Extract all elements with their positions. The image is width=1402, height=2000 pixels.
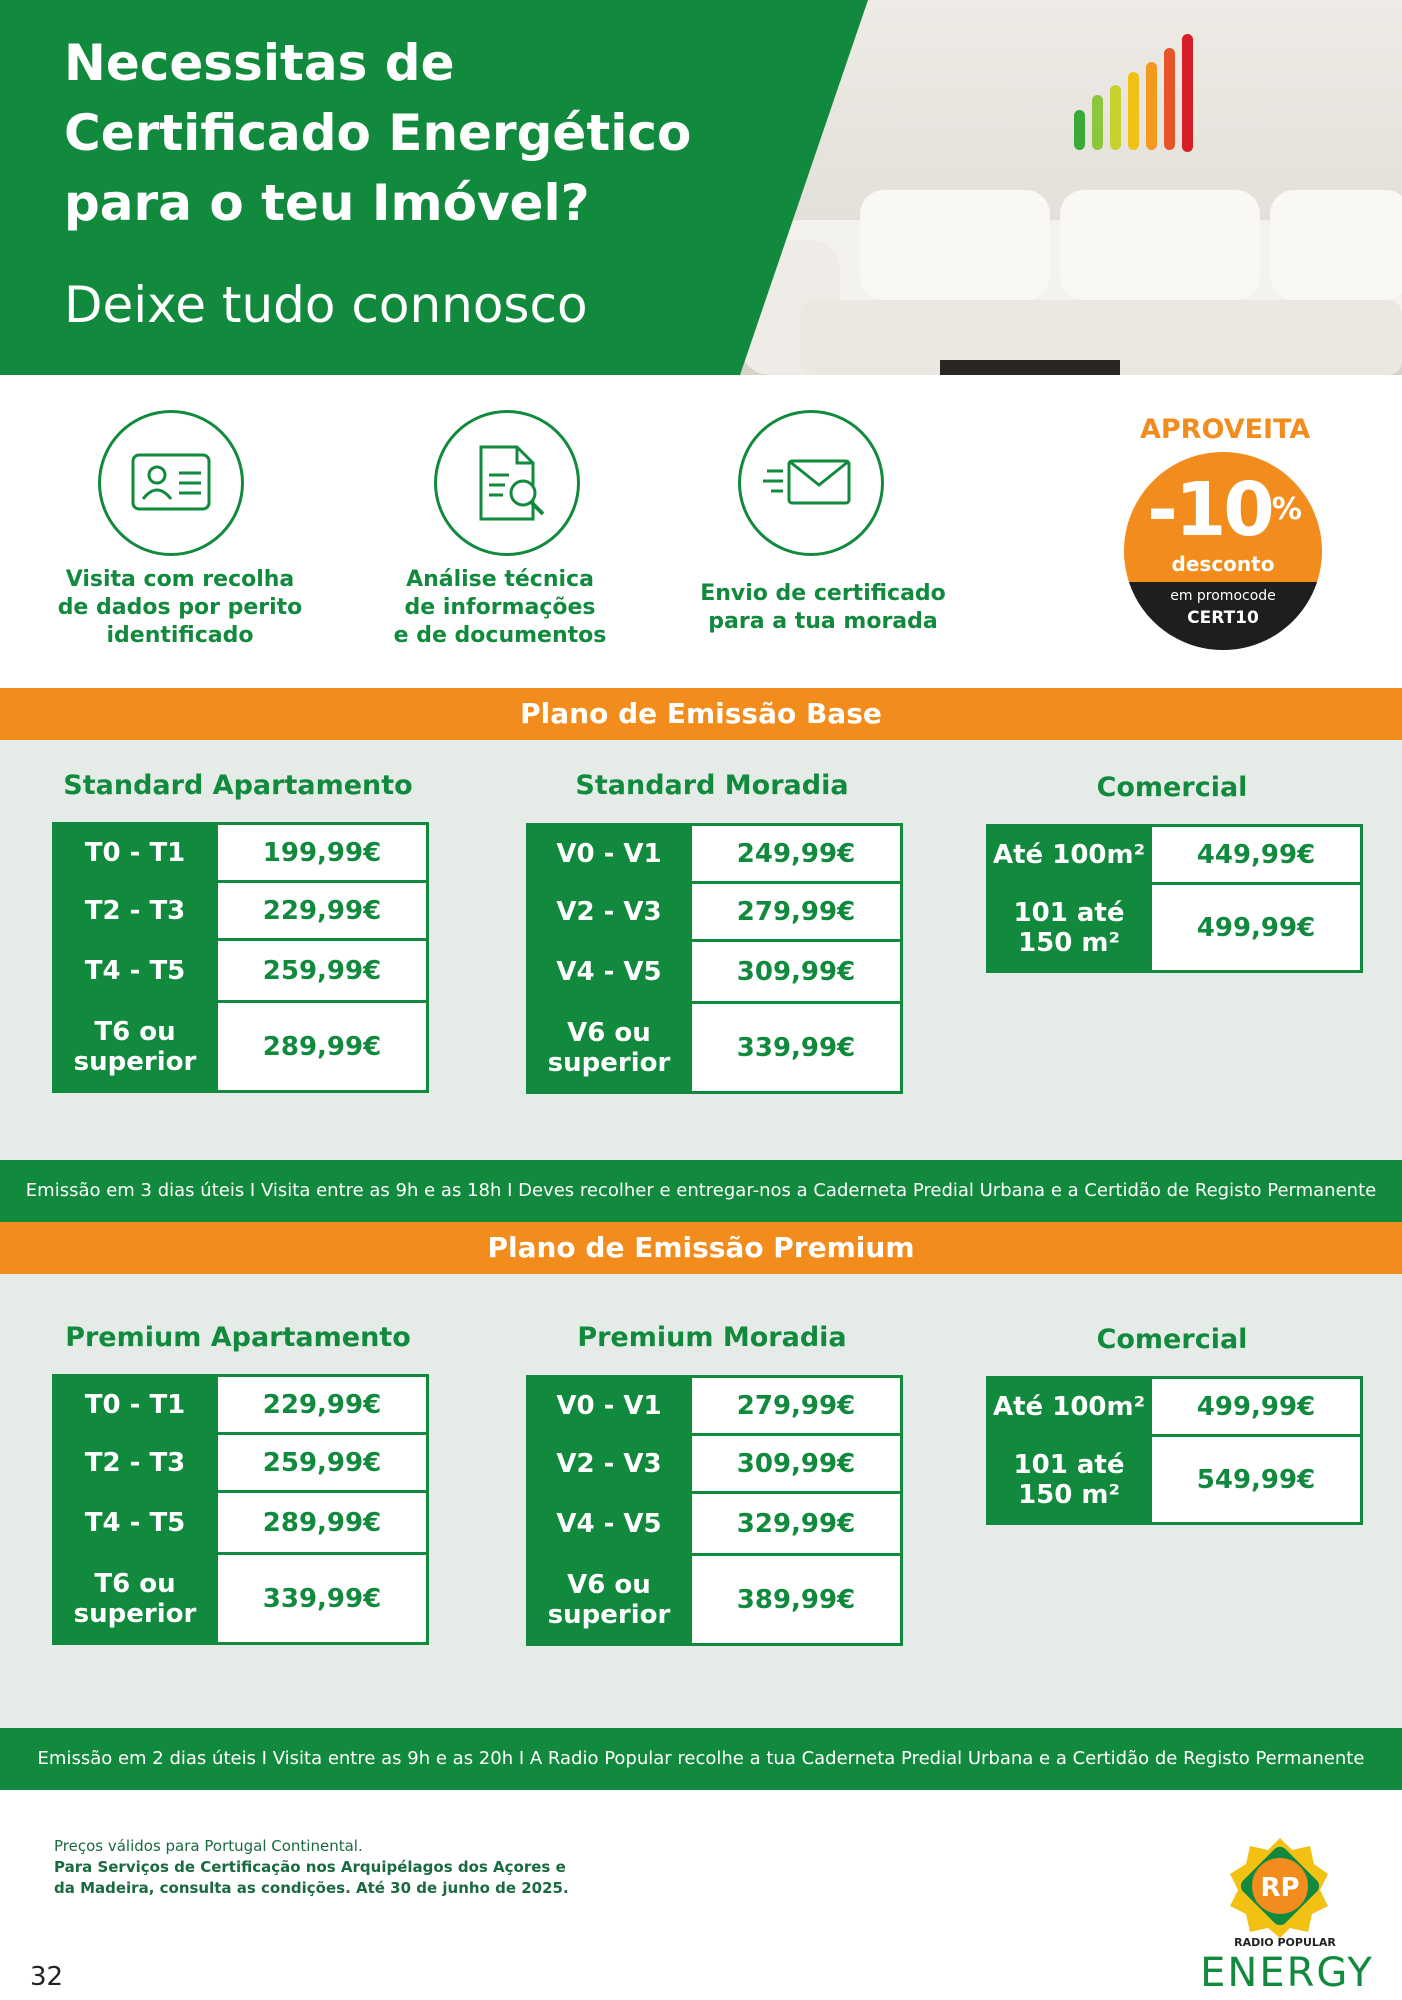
row-price: 249,99€: [691, 825, 902, 883]
promo-code: CERT10: [1187, 608, 1259, 628]
table-row: [54, 940, 428, 1002]
energy-bar-6: [1164, 48, 1175, 150]
row-price: 549,99€: [1151, 1436, 1362, 1524]
table-row: [54, 1434, 428, 1492]
row-label: V2 - V3: [528, 883, 691, 941]
energy-bar-7: [1182, 34, 1193, 152]
table-row: [988, 1436, 1362, 1524]
row-label: 101 até 150 m²: [988, 884, 1151, 972]
table-title: Standard Moradia: [575, 770, 849, 801]
footnote-line: da Madeira, consulta as condições. Até 30 de junho de 2025.: [54, 1879, 569, 1897]
premium-plan-note: Emissão em 2 dias úteis I Visita entre as 9h e as 20h I A Radio Popular recolhe a tua Caderneta Predial Urbana e a Certidão de Registo Permanente: [0, 1728, 1402, 1790]
feature-line: Envio de certificado: [700, 581, 946, 606]
premium-plan-header: Plano de Emissão Premium: [0, 1222, 1402, 1274]
table-row: [528, 1377, 902, 1435]
table-title: Standard Apartamento: [63, 770, 413, 801]
sofa-illustration: [740, 160, 1402, 375]
feature-line: de dados por perito: [57, 595, 303, 620]
feature-text: [40, 566, 320, 650]
table-row: [988, 826, 1362, 884]
price-table: [986, 1376, 1363, 1525]
table-title: Comercial: [1096, 1324, 1248, 1355]
row-label: T4 - T5: [54, 940, 217, 1002]
row-price: 389,99€: [691, 1555, 902, 1645]
energy-bar-5: [1146, 62, 1157, 150]
row-label: T6 ou superior: [54, 1554, 217, 1644]
hero-banner: [0, 0, 1402, 375]
row-label: T0 - T1: [54, 1376, 217, 1434]
table-row: [528, 941, 902, 1003]
hero-title-line: Certificado Energético: [64, 104, 692, 162]
logo-initials: RP: [1260, 1873, 1300, 1903]
table-row: [988, 884, 1362, 972]
table-title: Comercial: [1096, 772, 1248, 803]
row-price: 309,99€: [691, 1435, 902, 1493]
row-price: 339,99€: [691, 1003, 902, 1093]
row-price: 229,99€: [217, 1376, 428, 1434]
energy-bar-3: [1110, 85, 1121, 150]
table-row: [54, 1376, 428, 1434]
feature-line: e de documentos: [393, 623, 607, 648]
table-row: [54, 824, 428, 882]
hero-title-line: Necessitas de: [64, 34, 455, 92]
row-price: 289,99€: [217, 1492, 428, 1554]
table-row: [528, 1435, 902, 1493]
row-label: V4 - V5: [528, 941, 691, 1003]
row-price: 279,99€: [691, 883, 902, 941]
row-label: T2 - T3: [54, 1434, 217, 1492]
row-label: V6 ou superior: [528, 1555, 691, 1645]
row-label: T0 - T1: [54, 824, 217, 882]
price-table: [52, 822, 429, 1093]
row-price: 279,99€: [691, 1377, 902, 1435]
feature-line: para a tua morada: [708, 609, 938, 634]
row-price: 499,99€: [1151, 1378, 1362, 1436]
row-label: 101 até 150 m²: [988, 1436, 1151, 1524]
row-label: Até 100m²: [988, 826, 1151, 884]
radio-popular-logo-icon: [1228, 1834, 1332, 1938]
feature-text: [360, 566, 640, 650]
promo-discount-value: -10: [1147, 467, 1272, 553]
table-row: [54, 882, 428, 940]
feature-text: [683, 580, 963, 636]
row-price: 449,99€: [1151, 826, 1362, 884]
row-price: 289,99€: [217, 1002, 428, 1092]
logo-brand: RADIO POPULAR: [1234, 1936, 1336, 1949]
energy-bar-4: [1128, 72, 1139, 150]
row-price: 309,99€: [691, 941, 902, 1003]
table-row: [54, 1002, 428, 1092]
row-label: T4 - T5: [54, 1492, 217, 1554]
price-table: [526, 1375, 903, 1646]
footnote-line: Para Serviços de Certificação nos Arquipélagos dos Açores e: [54, 1858, 566, 1876]
promo-discount: [1124, 467, 1322, 553]
row-price: 259,99€: [217, 940, 428, 1002]
hero-title-line: para o teu Imóvel?: [64, 174, 590, 232]
row-label: V4 - V5: [528, 1493, 691, 1555]
price-table: [986, 824, 1363, 973]
hero-title: [64, 28, 784, 238]
row-price: 229,99€: [217, 882, 428, 940]
row-label: V0 - V1: [528, 825, 691, 883]
logo-product: ENERGY: [1200, 1950, 1374, 1996]
table-row: [528, 1003, 902, 1093]
row-price: 199,99€: [217, 824, 428, 882]
feature-line: de informações: [404, 595, 596, 620]
row-label: T6 ou superior: [54, 1002, 217, 1092]
id-card-icon: [98, 410, 244, 556]
table-row: [528, 1555, 902, 1645]
table-row: [528, 883, 902, 941]
envelope-send-icon: [738, 410, 884, 556]
feature-line: Visita com recolha: [65, 567, 295, 592]
hero-subtitle: Deixe tudo connosco: [64, 276, 588, 334]
table-row: [528, 1493, 902, 1555]
row-price: 499,99€: [1151, 884, 1362, 972]
price-table: [526, 823, 903, 1094]
page-number: 32: [30, 1962, 64, 1992]
row-label: V2 - V3: [528, 1435, 691, 1493]
row-price: 339,99€: [217, 1554, 428, 1644]
promo-badge: [1124, 452, 1322, 650]
price-table: [52, 1374, 429, 1645]
row-label: V0 - V1: [528, 1377, 691, 1435]
promo-title: APROVEITA: [1140, 414, 1311, 445]
row-price: 329,99€: [691, 1493, 902, 1555]
table-title: Premium Moradia: [577, 1322, 847, 1353]
row-label: Até 100m²: [988, 1378, 1151, 1436]
footnote-line: Preços válidos para Portugal Continental.: [54, 1837, 363, 1855]
row-label: T2 - T3: [54, 882, 217, 940]
table-row: [988, 1378, 1362, 1436]
feature-line: identificado: [106, 623, 254, 648]
table-row: [54, 1554, 428, 1644]
energy-bar-2: [1092, 95, 1103, 150]
base-plan-note: Emissão em 3 dias úteis I Visita entre as 9h e as 18h I Deves recolher e entregar-nos a Caderneta Predial Urbana e a Certidão de Registo Permanente: [0, 1160, 1402, 1222]
table-title: Premium Apartamento: [65, 1322, 411, 1353]
table-row: [528, 825, 902, 883]
table-row: [54, 1492, 428, 1554]
promo-code-label: em promocode: [1170, 588, 1276, 604]
promo-percent: %: [1271, 492, 1299, 527]
energy-bar-1: [1074, 110, 1085, 150]
base-plan-header: Plano de Emissão Base: [0, 688, 1402, 740]
feature-line: Análise técnica: [406, 567, 594, 592]
row-price: 259,99€: [217, 1434, 428, 1492]
promo-label: desconto: [1171, 552, 1275, 576]
footnote: [54, 1836, 614, 1899]
row-label: V6 ou superior: [528, 1003, 691, 1093]
document-search-icon: [434, 410, 580, 556]
